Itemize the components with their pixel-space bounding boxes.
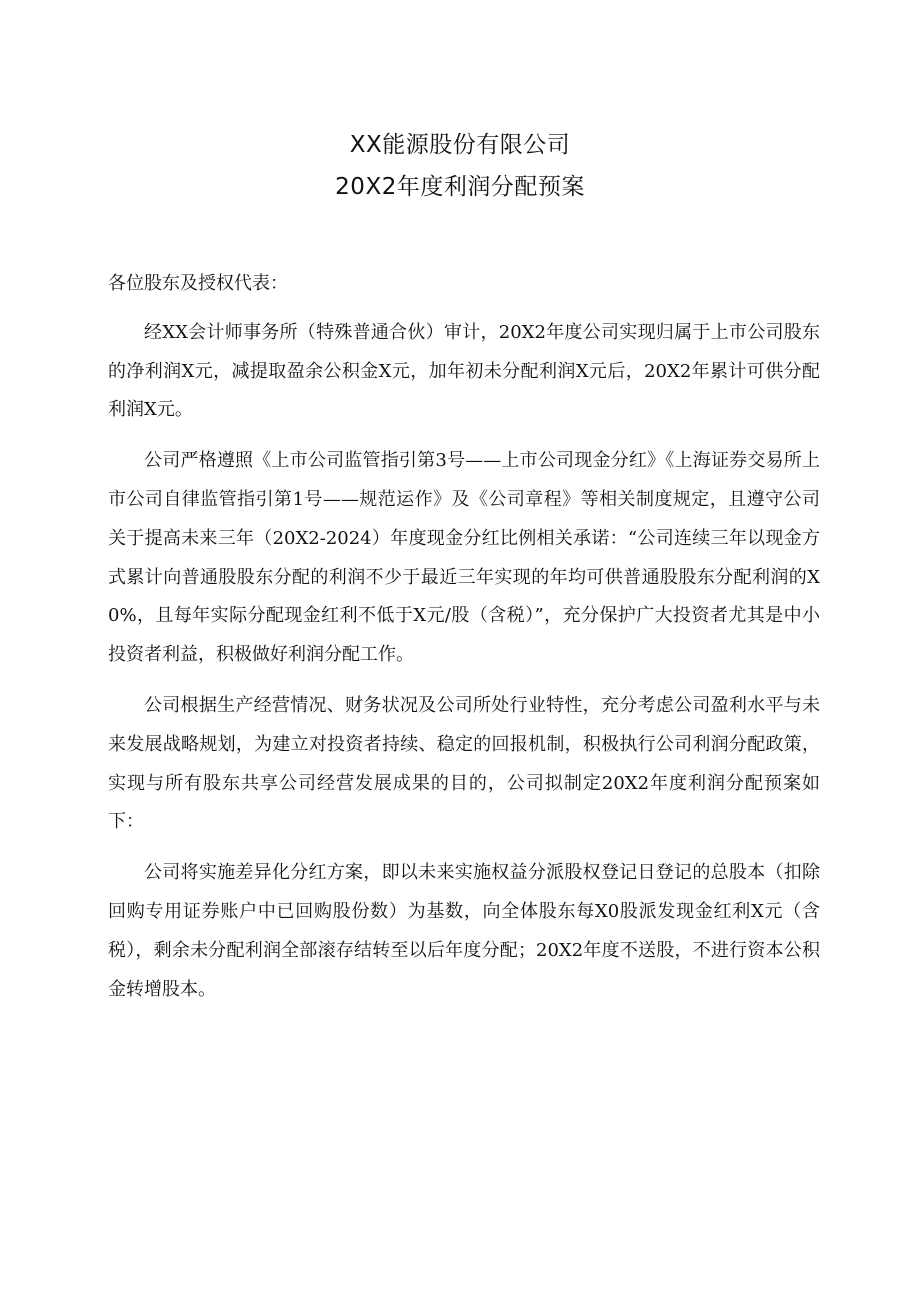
paragraph-audit-profit: 经XX会计师事务所（特殊普通合伙）审计，20X2年度公司实现归属于上市公司股东的净利润X元，减提取盈余公积金X元，加年初未分配利润X元后，20X2年累计可供分配利润X元。 [108, 321, 820, 421]
salutation: 各位股东及授权代表： [108, 273, 288, 294]
paragraph-dividend-policy: 公司严格遵照《上市公司监管指引第3号——上市公司现金分红》《上海证券交易所上市公司自律监管指引第1号——规范运作》及《公司章程》等相关制度规定，且遵守公司关于提高未来三年（20X2-2024）年度现金分红比例相关承诺：“公司连续三年以现金方式累计向普通股股东分配的利润不少于最近三年实现的年均可供普通股股东分配利润的X0%，且每年实际分配现金红利不低于X元/股（含税）”，充分保护广大投资者尤其是中小投资者利益，积极做好利润分配工作。 [108, 450, 820, 666]
proposal-title: 20X2年度利润分配预案 [335, 174, 585, 200]
document-title [0, 124, 920, 208]
paragraph-distribution-plan: 公司将实施差异化分红方案，即以未来实施权益分派股权登记日登记的总股本（扣除回购专用证券账户中已回购股份数）为基数，向全体股东每X0股派发现金红利X元（含税），剩余未分配利润全部滚存结转至以后年度分配；20X2年度不送股，不进行资本公积金转增股本。 [108, 862, 820, 1000]
document-body [108, 265, 820, 1021]
company-name-title: XX能源股份有限公司 [349, 132, 571, 158]
paragraph-distribution-basis: 公司根据生产经营情况、财务状况及公司所处行业特性，充分考虑公司盈利水平与未来发展战略规划，为建立对投资者持续、稳定的回报机制，积极执行公司利润分配政策，实现与所有股东共享公司经营发展成果的目的，公司拟制定20X2年度利润分配预案如下： [108, 694, 820, 833]
